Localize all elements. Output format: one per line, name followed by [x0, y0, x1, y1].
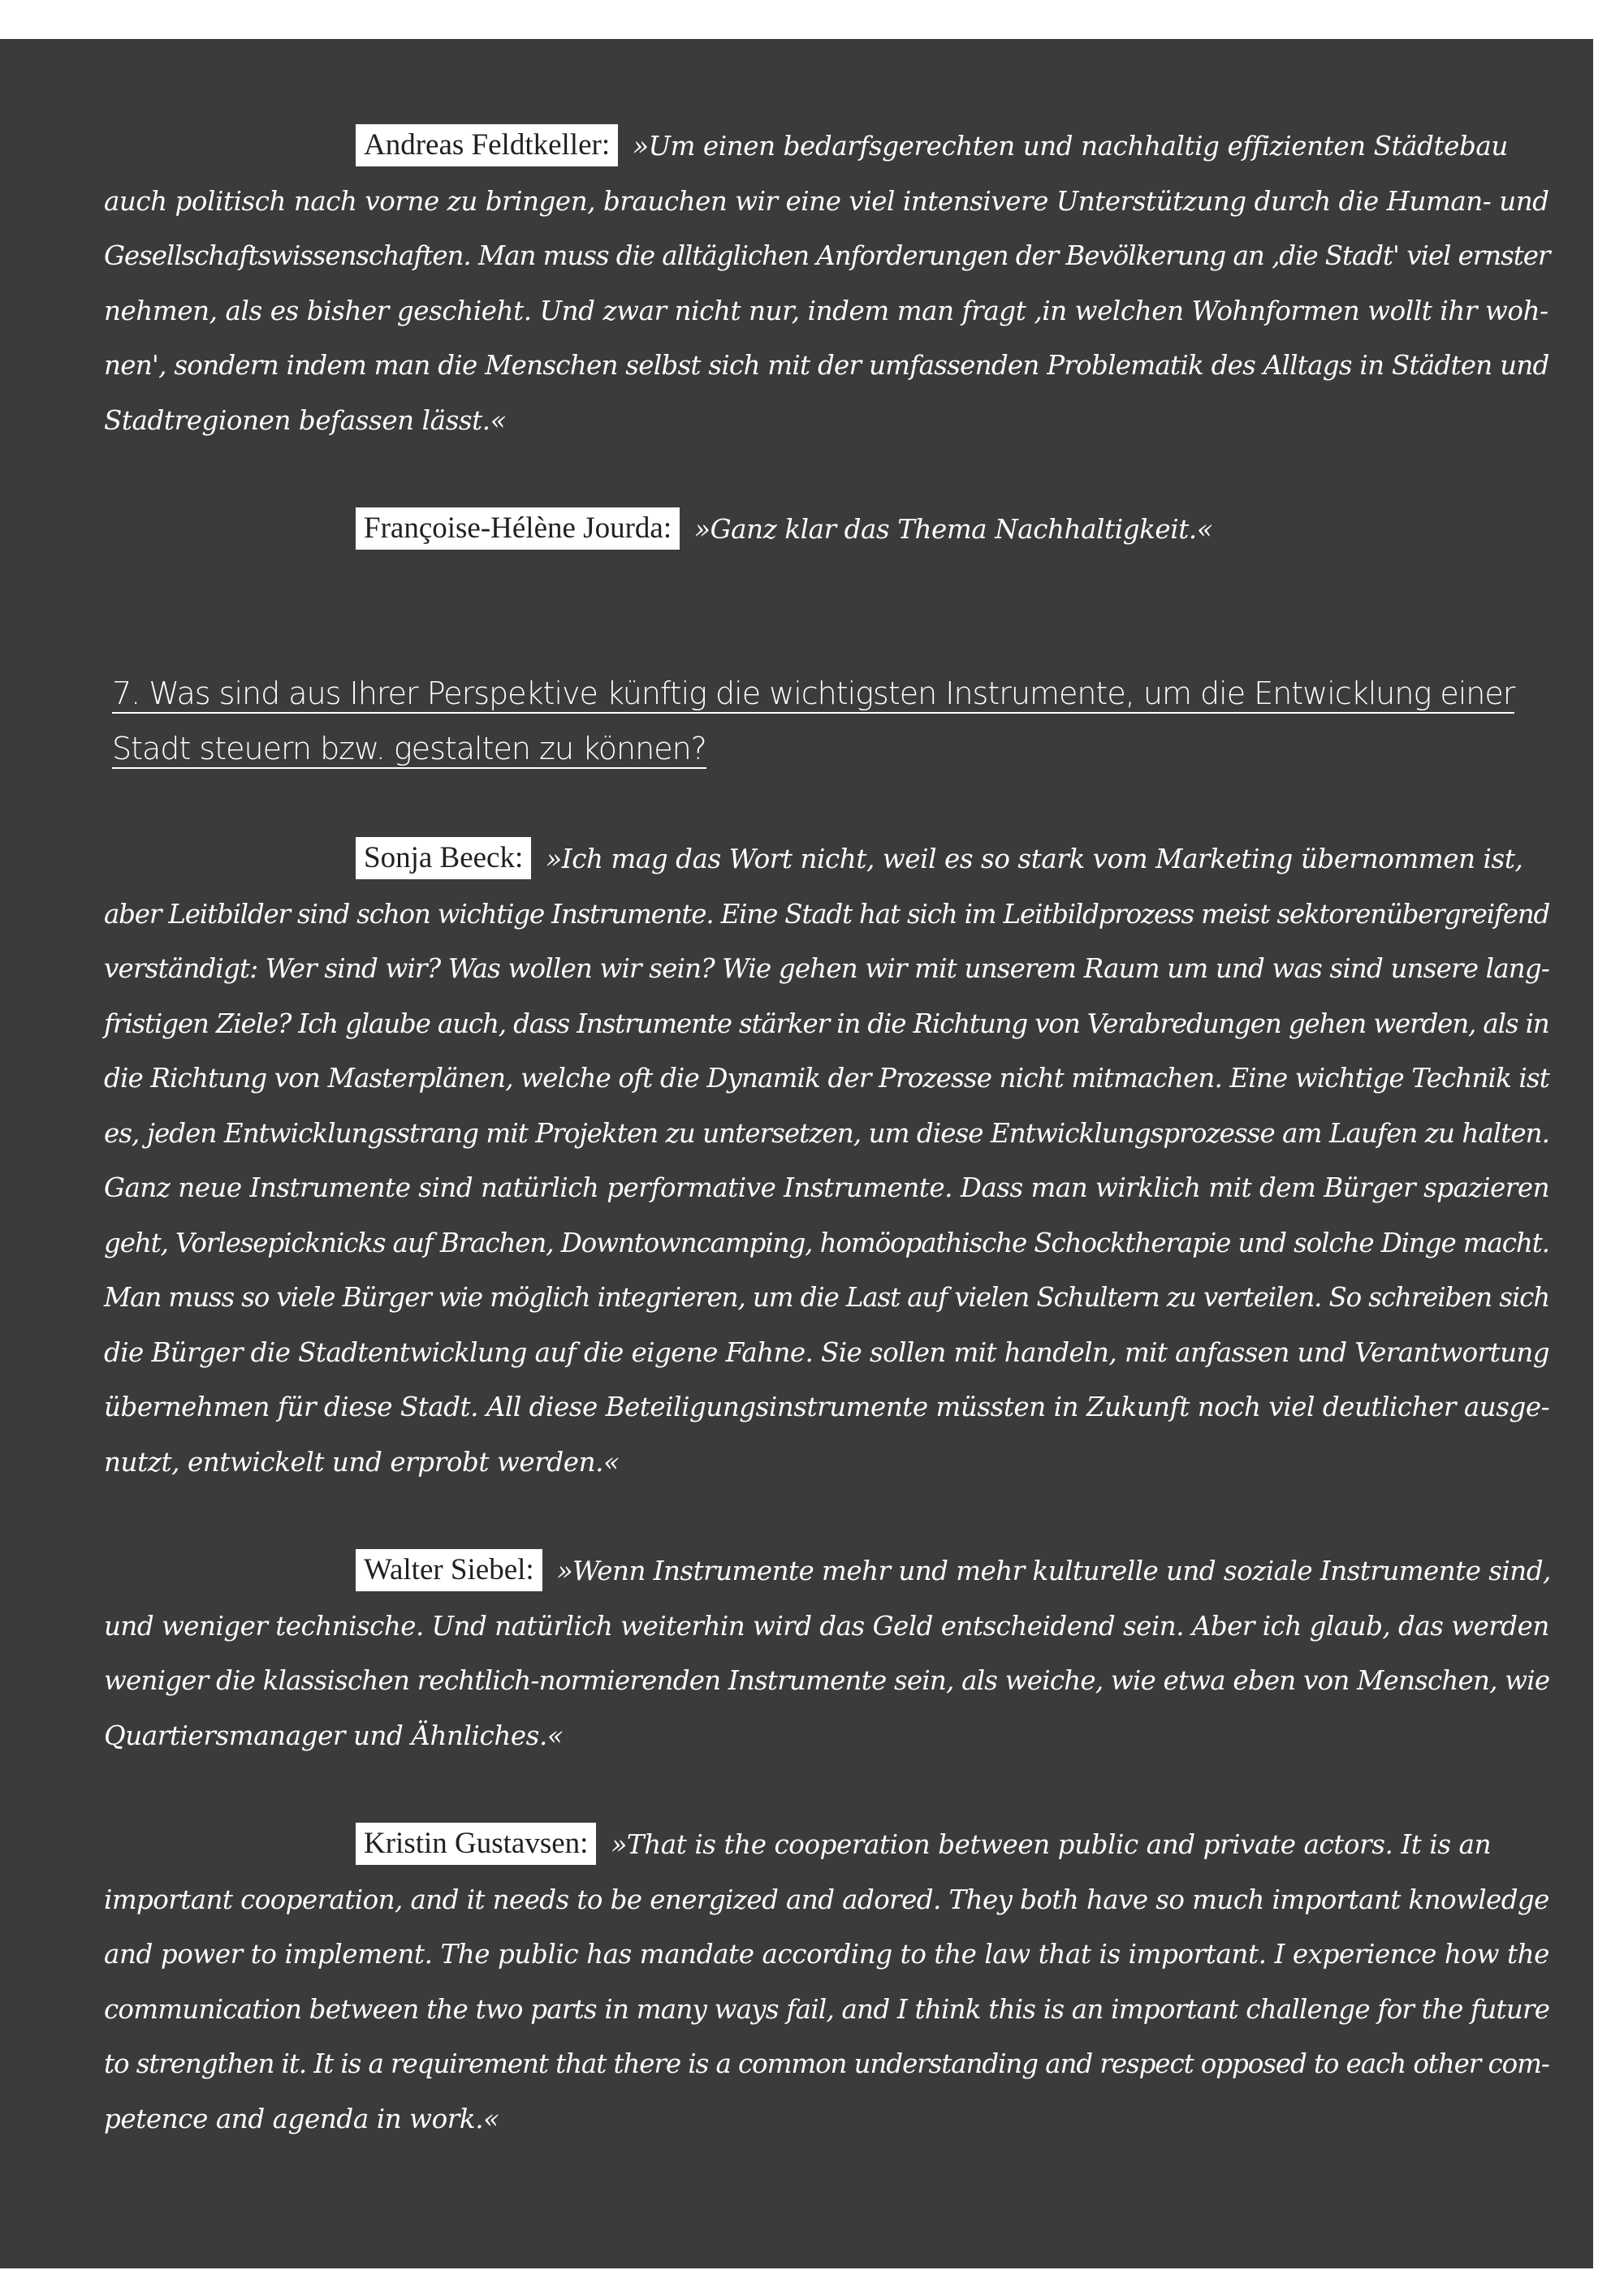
answer-line: Quartiersmanager und Ähnliches.« [104, 1720, 564, 1751]
answer-line: Man muss so viele Bürger wie möglich integrieren, um die Last auf vielen Schultern zu verteilen. So schreiben sich [104, 1282, 1549, 1313]
answer-line: fristigen Ziele? Ich glaube auch, dass Instrumente stärker in die Richtung von Verabredungen gehen werden, als in [104, 1008, 1549, 1039]
question-text: Stadt steuern bzw. gestalten zu können? [112, 731, 706, 769]
speaker-label: Sonja Beeck: [356, 837, 531, 879]
question-heading [112, 666, 1541, 776]
answer-line: nen', sondern indem man die Menschen selbst sich mit der umfassenden Problematik des Alltags in Städten und [104, 350, 1549, 381]
quote-text: »Wenn Instrumente mehr und mehr kulturelle und soziale Instrumente sind, [556, 1556, 1551, 1586]
answer-line [104, 503, 1549, 558]
answer-siebel [104, 1544, 1549, 1763]
quote-text: »Ganz klar das Thema Nachhaltigkeit.« [694, 514, 1213, 545]
answer-line: aber Leitbilder sind schon wichtige Instrumente. Eine Stadt hat sich im Leitbildprozess meist sektorenübergreifend [104, 898, 1550, 930]
speaker-label: Walter Siebel: [356, 1549, 542, 1591]
answer-feldtkeller [104, 119, 1549, 448]
answer-beeck [104, 832, 1549, 1490]
question-line [112, 666, 1541, 721]
answer-line [104, 119, 1549, 175]
answer-line: and power to implement. The public has mandate according to the law that is important. I experience how the [104, 1939, 1549, 1970]
speaker-label: Françoise-Hélène Jourda: [356, 507, 680, 550]
answer-line: verständigt: Wer sind wir? Was wollen wir sein? Wie gehen wir mit unserem Raum um und was sind unsere lang- [104, 953, 1550, 984]
answer-gustavsen [104, 1818, 1549, 2147]
answer-line: Gesellschaftswissenschaften. Man muss die alltäglichen Anforderungen der Bevölkerung an ‚die Stadt' viel ernster [104, 240, 1550, 271]
speaker-label: Andreas Feldtkeller: [356, 124, 618, 166]
answer-line [104, 832, 1549, 887]
answer-line: weniger die klassischen rechtlich-normierenden Instrumente sein, als weiche, wie etwa eben von Menschen, wie [104, 1665, 1550, 1696]
answer-line: nehmen, als es bisher geschieht. Und zwar nicht nur, indem man fragt ‚in welchen Wohnformen wollt ihr woh- [104, 295, 1548, 326]
answer-line: übernehmen für diese Stadt. All diese Beteiligungsinstrumente müssten in Zukunft noch viel deutlicher ausge- [104, 1392, 1550, 1422]
answer-jourda [104, 503, 1549, 558]
speaker-label: Kristin Gustavsen: [356, 1823, 596, 1865]
answer-line: Stadtregionen befassen lässt.« [104, 404, 507, 436]
answer-line: important cooperation, and it needs to be energized and adored. They both have so much important knowledge [104, 1884, 1549, 1915]
answer-line [104, 1544, 1549, 1599]
quote-text: »Um einen bedarfsgerechten und nachhaltig effizienten Städtebau [633, 131, 1508, 162]
answer-line: Ganz neue Instrumente sind natürlich performative Instrumente. Dass man wirklich mit dem Bürger spazieren [104, 1172, 1550, 1203]
question-text: 7. Was sind aus Ihrer Perspektive künftig die wichtigsten Instrumente, um die Entwicklung einer [112, 675, 1514, 714]
answer-line: es, jeden Entwicklungsstrang mit Projekten zu untersetzen, um diese Entwicklungsprozesse am Laufen zu halten. [104, 1117, 1550, 1149]
answer-line: petence and agenda in work.« [104, 2103, 499, 2134]
answer-line: nutzt, entwickelt und erprobt werden.« [104, 1446, 620, 1478]
answer-line: die Richtung von Masterplänen, welche oft die Dynamik der Prozesse nicht mitmachen. Eine wichtige Technik ist [104, 1063, 1549, 1094]
quote-text: »That is the cooperation between public and private actors. It is an [611, 1829, 1492, 1860]
answer-line: die Bürger die Stadtentwicklung auf die eigene Fahne. Sie sollen mit handeln, mit anfassen und Verantwortung [104, 1336, 1550, 1368]
answer-line: geht, Vorlesepicknicks auf Brachen, Downtowncamping, homöopathische Schocktherapie und solche Dinge macht. [104, 1227, 1549, 1258]
answer-line [104, 1818, 1549, 1873]
answer-line: und weniger technische. Und natürlich weiterhin wird das Geld entscheidend sein. Aber ich glaub, das werden [104, 1610, 1549, 1642]
answer-line: to strengthen it. It is a requirement that there is a common understanding and respect opposed to each other com- [104, 2048, 1549, 2079]
answer-line: auch politisch nach vorne zu bringen, brauchen wir eine viel intensivere Unterstützung durch die Human- und [104, 185, 1549, 217]
answer-line: communication between the two parts in many ways fail, and I think this is an important challenge for the future [104, 1993, 1550, 2025]
quote-text: »Ich mag das Wort nicht, weil es so stark vom Marketing übernommen ist, [546, 844, 1523, 874]
question-line [112, 721, 1541, 776]
